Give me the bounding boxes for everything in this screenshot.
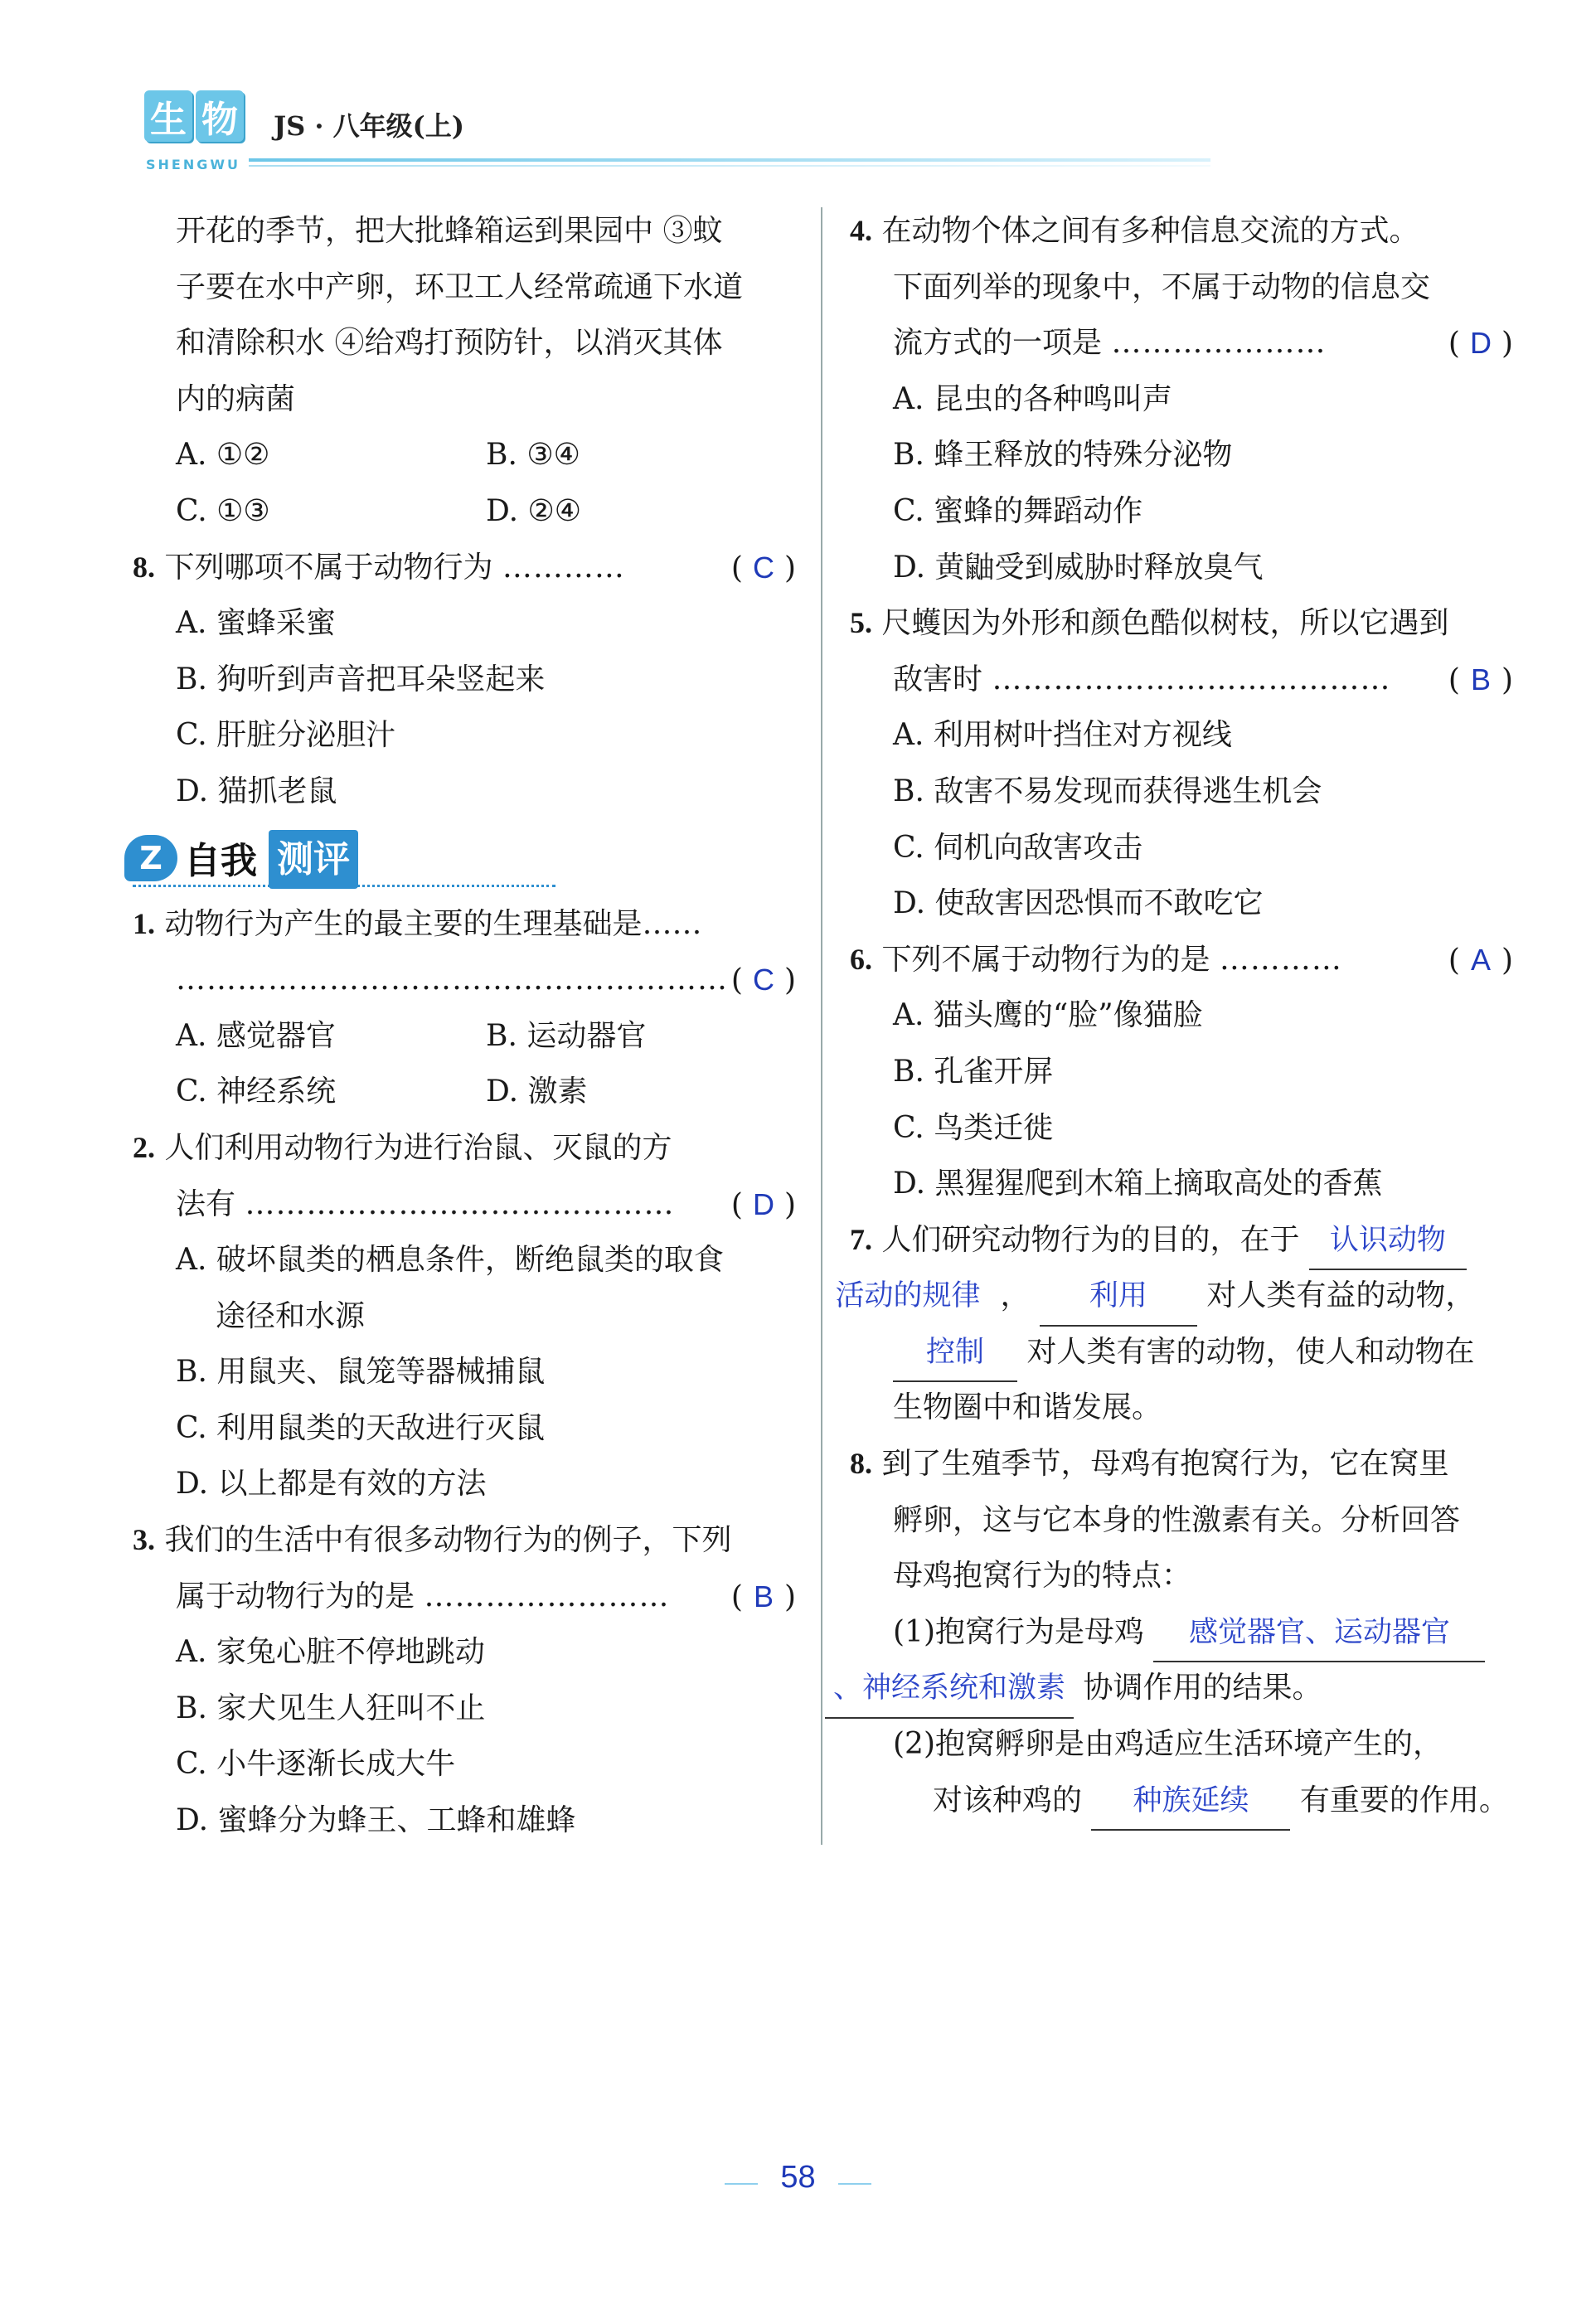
section-underline: [133, 885, 555, 887]
header-rule-thin: [249, 165, 1210, 167]
question-text: 下列哪项不属于动物行为: [164, 550, 493, 585]
leader-dots: ……………………………………: [245, 1186, 675, 1221]
option: A. 利用树叶挡住对方视线: [893, 718, 1232, 753]
question-6: [850, 932, 1513, 988]
option: A. 感觉器官: [176, 1018, 336, 1053]
leader-dots: …………: [1219, 942, 1342, 977]
option: B. 蜂王释放的特殊分泌物: [893, 438, 1233, 473]
filled-blank: 、神经系统和激素: [825, 1661, 1074, 1719]
option: C. 小牛逐渐长成大牛: [176, 1747, 456, 1782]
question-text: 人们利用动物行为进行治鼠、灭鼠的方: [164, 1130, 672, 1165]
question-3: [133, 1512, 796, 1569]
section-title-b: 测评: [269, 830, 358, 890]
answer: D: [1469, 326, 1492, 361]
footer-dash: [838, 2183, 871, 2185]
answer: D: [752, 1186, 774, 1221]
answer-paren: ( B ): [1448, 652, 1513, 709]
question-5: [850, 595, 1513, 652]
option-cont: 途径和水源: [216, 1298, 366, 1333]
question-number: 3.: [133, 1523, 155, 1557]
option-row: [133, 1064, 796, 1120]
question-text: 协调作用的结果。: [1083, 1671, 1322, 1705]
text-line: 开花的季节，把大批蜂箱运到果园中 ③蚊: [176, 214, 723, 248]
option: A. 蜜蜂采蜜: [176, 606, 336, 641]
option: C. 肝脏分泌胆汁: [176, 718, 396, 753]
question-text: 有重要的作用。: [1299, 1783, 1509, 1817]
question-number: 1.: [133, 906, 155, 940]
question-7-cont: [825, 1268, 1513, 1324]
question-text: 属于动物行为的是: [176, 1579, 415, 1613]
section-title-a: 自我: [184, 839, 257, 882]
answer: B: [1470, 662, 1491, 696]
sub-question-2: (2)抱窝孵卵是由鸡适应生活环境产生的，: [893, 1727, 1443, 1762]
question-text: 到了生殖季节，母鸡有抱窝行为，它在窝里: [881, 1447, 1449, 1482]
question-number: 6.: [850, 942, 872, 976]
answer: A: [1470, 942, 1491, 977]
section-badge-icon: Z: [124, 835, 177, 881]
sub-question-2-cont: [850, 1773, 1513, 1829]
option: B. 运动器官: [486, 1018, 647, 1053]
option-row: [133, 483, 796, 540]
page-footer: [0, 2160, 1596, 2195]
option: B. 敌害不易发现而获得逃生机会: [893, 774, 1322, 808]
page-number: 58: [780, 2160, 816, 2195]
logo-char: 生: [144, 90, 192, 142]
question-text: 动物行为产生的最主要的生理基础是……: [164, 906, 702, 941]
option: C. 神经系统: [176, 1075, 337, 1109]
left-column: [133, 203, 796, 1849]
section-heading: [116, 827, 796, 893]
question-3-cont: [133, 1569, 796, 1625]
answer-paren: ( C ): [731, 540, 796, 597]
column-divider: [821, 207, 822, 1845]
text-line: 子要在水中产卵，环卫工人经常疏通下水道: [176, 269, 744, 304]
question-text: 对人类有害的动物，使人和动物在: [1026, 1334, 1475, 1369]
question-8-right: [850, 1436, 1513, 1492]
question-number: 8.: [850, 1447, 872, 1481]
question-text: 对人类有益的动物，: [1206, 1278, 1476, 1313]
answer: C: [752, 550, 774, 585]
text-line: 内的病菌: [176, 381, 296, 416]
answer: B: [753, 1579, 774, 1613]
filled-blank: 利用: [1040, 1269, 1197, 1327]
option: D. 猫抓老鼠: [176, 774, 337, 808]
question-text: 在动物个体之间有多种信息交流的方式。: [881, 214, 1419, 248]
sub-question-1: [850, 1604, 1513, 1661]
question-8: [133, 540, 796, 596]
question-text: 流方式的一项是: [893, 326, 1103, 361]
filled-blank: 控制: [893, 1325, 1017, 1383]
option: C. 利用鼠类的天敌进行灭鼠: [176, 1410, 546, 1445]
question-number: 5.: [850, 606, 872, 640]
option: D. 蜜蜂分为蜂王、工蜂和雄蜂: [176, 1803, 576, 1838]
question-1-cont: [133, 952, 796, 1008]
question-text: (1)抱窝行为是母鸡: [893, 1614, 1144, 1649]
footer-dash: [725, 2183, 758, 2185]
option: B. 孔雀开屏: [893, 1054, 1054, 1089]
option: A. 家兔心脏不停地跳动: [176, 1635, 485, 1670]
option-row: [133, 1008, 796, 1065]
option: B. 狗听到声音把耳朵竖起来: [176, 662, 546, 696]
option: A. 破坏鼠类的栖息条件，断绝鼠类的取食: [176, 1243, 724, 1278]
answer-paren: ( A ): [1448, 932, 1513, 989]
text-line: 孵卵，这与它本身的性激素有关。分析回答: [893, 1502, 1461, 1537]
option: B. 家犬见生人狂叫不止: [176, 1691, 486, 1725]
option: B. 用鼠夹、鼠笼等器械捕鼠: [176, 1355, 546, 1390]
question-2-cont: [133, 1177, 796, 1233]
question-text: 人们研究动物行为的目的，在于: [881, 1222, 1300, 1257]
answer-paren: ( C ): [731, 952, 796, 1009]
text-line: 生物圈中和谐发展。: [893, 1390, 1162, 1425]
option: B. ③④: [486, 438, 580, 473]
option: A. ①②: [176, 438, 270, 473]
question-7-cont: [850, 1324, 1513, 1380]
answer-paren: ( B ): [731, 1569, 796, 1626]
question-number: 7.: [850, 1222, 872, 1256]
question-number: 2.: [133, 1130, 155, 1164]
question-4: [850, 203, 1513, 260]
question-text: 法有: [176, 1186, 236, 1221]
question-number: 4.: [850, 214, 872, 247]
answer-paren: ( D ): [731, 1177, 796, 1234]
option: C. 鸟类迁徙: [893, 1110, 1054, 1145]
page-header: [141, 87, 1219, 178]
question-5-cont: [850, 652, 1513, 708]
filled-blank: 活动的规律: [835, 1279, 981, 1313]
text-line: 母鸡抱窝行为的特点：: [893, 1559, 1192, 1594]
filled-blank: 感觉器官、运动器官: [1153, 1605, 1485, 1663]
question-text: 我们的生活中有很多动物行为的例子，下列: [164, 1523, 732, 1558]
header-title: JS · 八年级(上): [274, 110, 464, 142]
header-rule: [249, 158, 1210, 162]
option: D. ②④: [486, 493, 582, 528]
question-text: 对该种鸡的: [933, 1783, 1083, 1817]
answer-paren: ( D ): [1448, 315, 1513, 372]
logo-char: 物: [196, 90, 244, 142]
question-text: 下列不属于动物行为的是: [881, 942, 1210, 977]
option: A. 昆虫的各种鸣叫声: [893, 381, 1172, 416]
option-row: [133, 427, 796, 483]
question-2: [133, 1120, 796, 1177]
option: C. 蜜蜂的舞蹈动作: [893, 493, 1143, 528]
leader-dots: …………………………………: [992, 662, 1391, 696]
option: C. 伺机向敌害攻击: [893, 830, 1143, 865]
text-line: 下面列举的现象中，不属于动物的信息交: [893, 269, 1431, 304]
leader-dots: ……………………: [424, 1579, 670, 1613]
filled-blank: 种族延续: [1091, 1773, 1290, 1832]
filled-blank: 认识动物: [1309, 1213, 1467, 1271]
question-text: 尺蠖因为外形和颜色酷似树枝，所以它遇到: [881, 606, 1449, 641]
option: D. 黄鼬受到威胁时释放臭气: [893, 550, 1264, 585]
question-number: 8.: [133, 550, 155, 584]
right-column: [832, 203, 1513, 1828]
question-4-cont: [850, 315, 1513, 371]
option: A. 猫头鹰的“脸”像猫脸: [893, 998, 1203, 1033]
leader-dots: …………: [502, 550, 625, 585]
question-7: [850, 1212, 1513, 1269]
option: D. 黑猩猩爬到木箱上摘取高处的香蕉: [893, 1167, 1383, 1201]
subject-logo: [141, 87, 249, 172]
leader-dots: ………………………………………………: [176, 963, 728, 997]
question-1: [133, 896, 796, 953]
answer: C: [752, 963, 774, 997]
leader-dots: …………………: [1111, 326, 1327, 361]
logo-subtitle: SHENGWU: [146, 157, 241, 172]
text-line: 和清除积水 ④给鸡打预防针，以消灭其体: [176, 326, 723, 361]
question-text: ，: [1000, 1278, 1031, 1313]
option: D. 激素: [486, 1075, 588, 1109]
option: C. ①③: [176, 493, 270, 528]
option: D. 以上都是有效的方法: [176, 1467, 487, 1502]
option: D. 使敌害因恐惧而不敢吃它: [893, 886, 1264, 921]
sub-question-1-cont: [825, 1660, 1513, 1716]
question-text: 敌害时: [893, 662, 983, 696]
